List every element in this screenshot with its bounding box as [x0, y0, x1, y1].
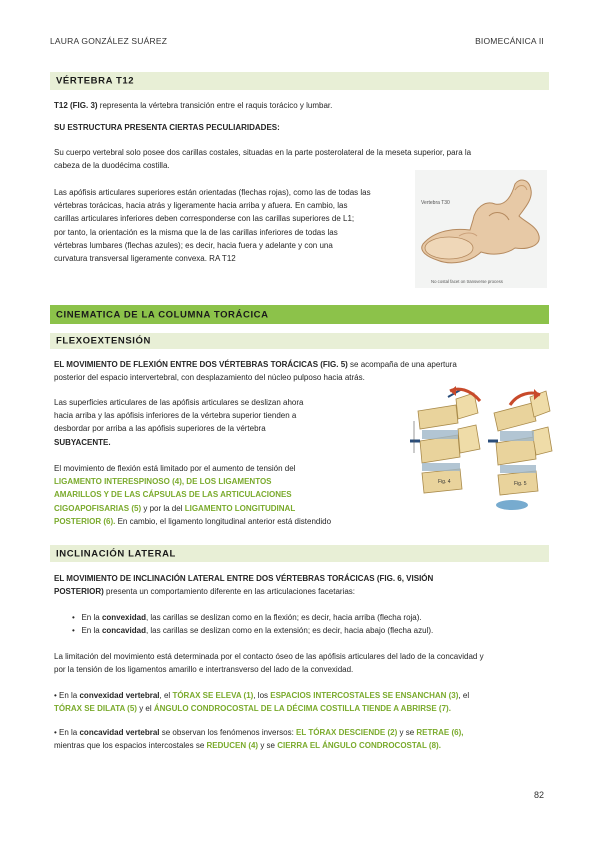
conv-torax-dilata: TÓRAX SE DILATA (5) [54, 704, 137, 714]
header-author: LAURA GONZÁLEZ SUÁREZ [50, 36, 168, 46]
incl-intro-rest: presenta un comportamiento diferente en las articulaciones facetarias: [103, 587, 356, 597]
incl-intro-posterior: POSTERIOR) [54, 587, 104, 597]
conc-text: se observan los fenómenos inversos: [159, 728, 297, 737]
flexion-figures [408, 383, 554, 511]
incl-limit-paragraph [54, 650, 549, 676]
list-item: • En la concavidad, las carillas se deslizan como en la extensión; es decir, hacia abajo (flecha azul). [72, 626, 434, 636]
t12-art-line: curvatura transversal ligeramente convexa. RA T12 [54, 254, 236, 264]
t12-intro [54, 99, 549, 112]
incl-bullet-list [72, 611, 542, 637]
bullet-pre: En la [81, 613, 102, 622]
conc-text: y se [258, 741, 278, 751]
conc-text: • En la [54, 728, 80, 737]
flexo-limit-end: En cambio, el ligamento longitudinal anterior está distendido [115, 516, 332, 526]
conv-espacios: ESPACIOS INTERCOSTALES SE ENSANCHAN (3) [270, 691, 459, 700]
conc-text: mientras que los espacios intercostales se [54, 741, 207, 751]
t12-peculiarities: SU ESTRUCTURA PRESENTA CIERTAS PECULIARIDADES: [54, 123, 280, 132]
flexo-ligament-longitudinal: LIGAMENTO LONGITUDINAL [184, 503, 296, 513]
vertebra-t12-figure [415, 170, 547, 288]
flexo-limit-line1: El movimiento de flexión está limitado por el aumento de tensión del [54, 464, 296, 473]
flexo-intro [54, 358, 549, 384]
conc-bold: concavidad vertebral [79, 728, 160, 737]
conv-bold: convexidad vertebral [79, 691, 160, 700]
flexo-limit-mid: y por la del [141, 503, 185, 513]
incl-convexity-paragraph [54, 689, 549, 715]
t12-body-paragraph [54, 146, 549, 172]
fig4-caption: Fig. 4 [438, 479, 451, 485]
bullet-bold: concavidad [101, 626, 146, 636]
flexo-art-line: Las superficies articulares de las apófisis articulares se deslizan ahora [54, 398, 304, 407]
section-flexoextension [50, 333, 549, 349]
fig5-caption: Fig. 5 [514, 481, 527, 487]
flexo-ligament-interespinoso: LIGAMENTO INTERESPINOSO (4), DE LOS LIGAMENTOS [54, 477, 272, 487]
flexo-intro-rest: se acompaña de una apertura [347, 360, 457, 369]
t12-art-line: Las apófisis articulares superiores están orientadas (flechas rojas), como las de todas las [54, 188, 371, 197]
flexion-illustration [408, 383, 554, 511]
flexo-cigoapofisarias: CIGOAPOFISARIAS (5) [54, 503, 142, 513]
section-inclinacion-title: INCLINACIÓN LATERAL [56, 548, 176, 559]
conc-text: y se [397, 728, 417, 737]
conc-reducen: REDUCEN (4) [206, 741, 259, 751]
figure-caption: No costal facet on transverse process [431, 279, 503, 284]
incl-intro [54, 572, 549, 598]
conc-cierra-angulo: CIERRA EL ÁNGULO CONDROCOSTAL (8). [277, 741, 441, 751]
conv-text: , el [159, 691, 173, 700]
flexo-art-line: hacia arriba y las apófisis inferiores de la vértebra superior tienden a [54, 411, 297, 421]
conc-retrae: RETRAE (6), [416, 728, 464, 737]
flexo-limit-paragraph [54, 462, 394, 528]
t12-articular-paragraph [54, 186, 404, 265]
bullet-bold: convexidad [101, 613, 146, 622]
section-cinematica-title: CINEMATICA DE LA COLUMNA TORÁCICA [56, 309, 269, 320]
section-t12-title: VÉRTEBRA T12 [56, 75, 135, 87]
t12-art-line: vértebras lumbares (flechas azules); es decir, hacia fuera y adelante y con una [54, 240, 333, 250]
bullet-pre: En la [81, 626, 102, 636]
bullet-post: , las carillas se deslizan como en la flexión; es decir, hacia arriba (flecha roja). [145, 613, 422, 622]
flexo-art-subyacente: SUBYACENTE. [54, 437, 111, 447]
conc-torax-desciende: EL TÓRAX DESCIENDE (2) [296, 728, 398, 737]
section-flexoextension-title: FLEXOEXTENSIÓN [56, 335, 151, 347]
conv-text: , el [458, 691, 470, 700]
conv-text: , los [253, 691, 271, 700]
t12-intro-text: representa la vértebra transición entre el raquis torácico y lumbar. [97, 101, 333, 110]
incl-concavity-paragraph [54, 726, 549, 752]
section-inclinacion [50, 545, 549, 562]
t12-fig-ref: T12 (FIG. 3) [54, 101, 98, 110]
flexo-posterior: POSTERIOR (6). [54, 516, 116, 526]
vertebra-t12-illustration [415, 170, 547, 288]
t12-art-line: carillas articulares inferiores deben corresponderse con las carillas superiores de L1; [54, 214, 355, 224]
t12-body-line1: Su cuerpo vertebral solo posee dos carillas costales, situadas en la parte posterolateral de la meseta superior, para la [54, 148, 472, 157]
flexo-intro-lead: EL MOVIMIENTO DE FLEXIÓN ENTRE DOS VÉRTEBRAS TORÁCICAS (FIG. 5) [54, 360, 348, 369]
bullet-post: , las carillas se deslizan como en la extensión; es decir, hacia abajo (flecha azul). [145, 626, 434, 636]
flexo-art-line: desbordar por arriba a las apófisis superiores de la vértebra [54, 424, 266, 434]
t12-body-line2: cabeza de la duodécima costilla. [54, 161, 170, 171]
flexo-intro-line2: posterior del espacio intervertebral, con desplazamiento del núcleo pulposo hacia atrás. [54, 373, 365, 383]
page-number: 82 [533, 790, 544, 800]
conv-angulo: ÁNGULO CONDROCOSTAL DE LA DÉCIMA COSTILLA TIENDE A ABRIRSE (7). [153, 704, 451, 714]
flexo-articular-paragraph [54, 396, 394, 449]
figure-label: Vertebra T30 [421, 200, 450, 206]
conv-torax-eleva: TÓRAX SE ELEVA (1) [172, 691, 254, 700]
t12-art-line: vértebras torácicas, hacia atrás y ligeramente hacia arriba y afuera. En cambio, las [54, 201, 348, 211]
section-cinematica [50, 305, 549, 324]
conv-text: y el [136, 704, 154, 714]
conv-text: • En la [54, 691, 80, 700]
incl-limit-line2: por la tensión de los ligamentos amarillo e intertransverso del lado de la convexidad. [54, 665, 354, 675]
incl-limit-line1: La limitación del movimiento está determinada por el contacto óseo de las apófisis articulares del lado de la concavidad y [54, 652, 484, 661]
incl-intro-line1: EL MOVIMIENTO DE INCLINACIÓN LATERAL ENTRE DOS VÉRTEBRAS TORÁCICAS (FIG. 6, VISIÓN [54, 574, 434, 583]
header-course: BIOMECÁNICA II [475, 36, 544, 46]
t12-art-line: por tanto, la orientación es la misma que la de las carillas inferiores de todas las [54, 227, 338, 237]
section-t12 [50, 72, 549, 90]
list-item: • En la convexidad, las carillas se deslizan como en la flexión; es decir, hacia arriba (flecha roja). [72, 613, 422, 622]
flexo-ligament-amarillos: AMARILLOS Y DE LAS CÁPSULAS DE LAS ARTICULACIONES [54, 490, 292, 500]
